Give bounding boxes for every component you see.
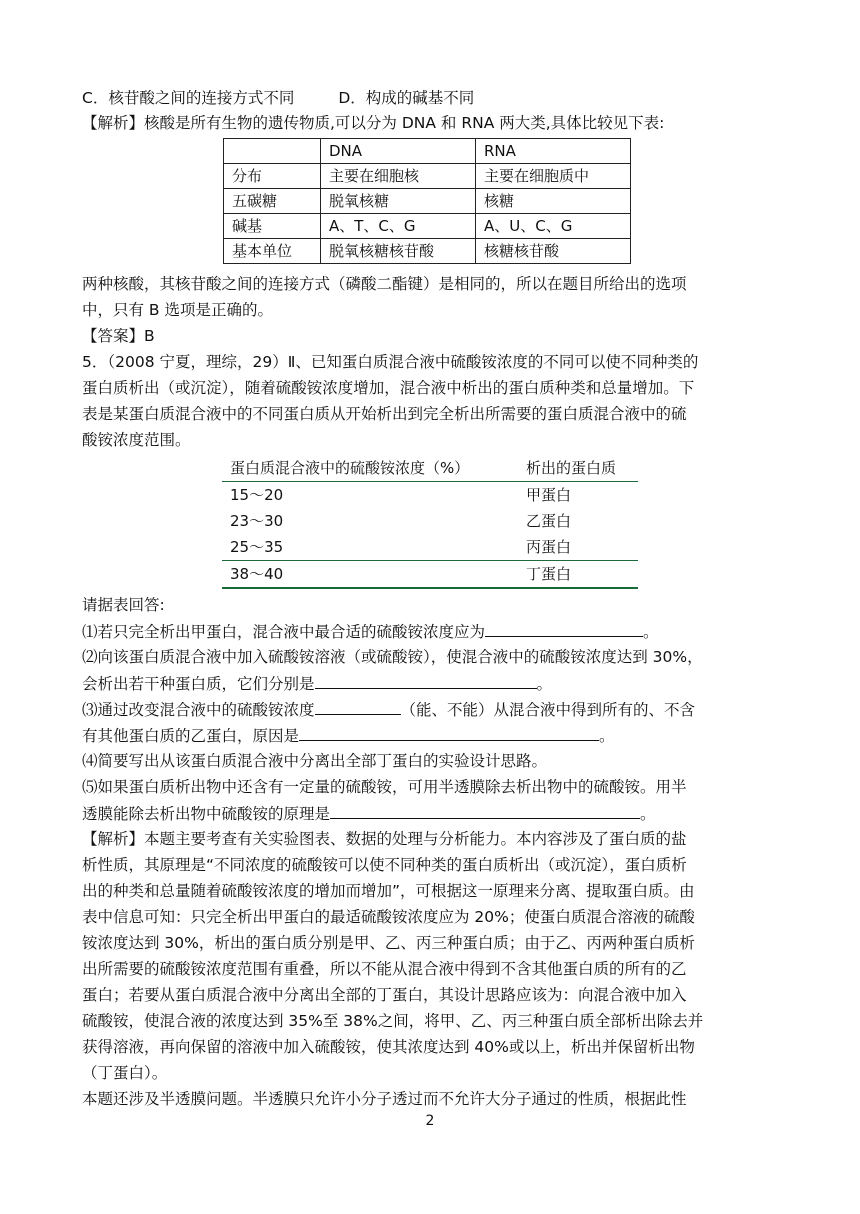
table-cell: 五碳糖 <box>224 189 321 214</box>
table-cell: 脱氧核糖核苷酸 <box>321 239 476 264</box>
analysis-2-line: 出的种类和总量随着硫酸铵浓度的增加而增加”，可根据这一原理来分离、提取蛋白质。由 <box>82 882 695 900</box>
paragraph-line: 两种核酸，其核苷酸之间的连接方式（磷酸二酯键）是相同的，所以在题目所给出的选项 <box>82 275 687 293</box>
sub-question-1-text: ⑴若只完全析出甲蛋白，混合液中最合适的硫酸铵浓度应为 <box>82 623 486 641</box>
table-cell: 甲蛋白 <box>526 486 572 504</box>
analysis-2-line: 析性质，其原理是“不同浓度的硫酸铵可以使不同种类的蛋白质析出（或沉淀），蛋白质析 <box>82 856 687 874</box>
table-cell: A、T、C、G <box>321 214 476 239</box>
sub-question-5-text: 透膜能除去析出物中硫酸铵的原理是 <box>82 805 331 823</box>
table-header-cell: 析出的蛋白质 <box>518 455 638 482</box>
table-row <box>224 164 631 189</box>
table-row <box>222 508 638 534</box>
analysis-1: 【解析】核酸是所有生物的遗传物质,可以分为 DNA 和 RNA 两大类,具体比较见下表: <box>82 114 665 132</box>
analysis-2-line: 出所需要的硫酸铵浓度范围有重叠，所以不能从混合液中得到不含其他蛋白质的所有的乙 <box>82 960 687 978</box>
punctuation: 。 <box>599 727 615 745</box>
table-cell: 碱基 <box>224 214 321 239</box>
sub-question-3-cont <box>82 724 615 747</box>
option-d-text: D．构成的碱基不同 <box>338 89 475 107</box>
analysis-2-line: 蛋白；若要从蛋白质混合液中分离出全部的丁蛋白，其设计思路应该为：向混合液中加入 <box>82 986 687 1004</box>
ammonium-sulfate-table <box>222 455 638 589</box>
analysis-2-line: 【解析】本题主要考查有关实验图表、数据的处理与分析能力。本内容涉及了蛋白质的盐 <box>82 830 687 848</box>
table-cell: 脱氧核糖 <box>321 189 476 214</box>
punctuation: 。 <box>536 675 553 693</box>
table-cell: 分布 <box>224 164 321 189</box>
table-cell: 23～30 <box>230 512 284 530</box>
page-number: 2 <box>425 1113 435 1129</box>
answer-blank <box>299 724 599 741</box>
question-5-line: 酸铵浓度范围。 <box>82 431 191 449</box>
answer-blank <box>330 802 640 819</box>
table-header-row <box>222 455 638 482</box>
sub-question-5-cont <box>82 802 656 825</box>
table-cell: 主要在细胞核 <box>321 164 476 189</box>
option-c-text: C．核苷酸之间的连接方式不同 <box>82 89 295 107</box>
table-cell: 核糖核苷酸 <box>476 239 631 264</box>
answer-line: 【答案】B <box>82 327 155 345</box>
table-row <box>222 482 638 509</box>
nucleic-acid-table <box>223 138 631 264</box>
question-5-line: 表是某蛋白质混合液中的不同蛋白质从开始析出到完全析出所需要的蛋白质混合液中的硫 <box>82 405 687 423</box>
prompt-line: 请据表回答: <box>82 596 165 614</box>
sub-question-3-text: ⑶通过改变混合液中的硫酸铵浓度 <box>82 701 315 719</box>
table-cell: DNA <box>321 139 476 164</box>
punctuation: 。 <box>643 623 659 641</box>
sub-question-3-text: 有其他蛋白质的乙蛋白，原因是 <box>82 727 300 745</box>
table-cell: 核糖 <box>476 189 631 214</box>
analysis-2-line: 获得溶液，再向保留的溶液中加入硫酸铵，使其浓度达到 40%或以上，析出并保留析出物 <box>82 1038 695 1056</box>
table-cell: 乙蛋白 <box>526 512 572 530</box>
table-cell <box>224 139 321 164</box>
table-row <box>224 189 631 214</box>
sub-question-4: ⑷简要写出从该蛋白质混合液中分离出全部丁蛋白的实验设计思路。 <box>82 752 548 770</box>
sub-question-3-text: （能、不能）从混合液中得到所有的、不含 <box>400 701 696 719</box>
table-cell: 丁蛋白 <box>518 561 638 589</box>
analysis-2-line: （丁蛋白）。 <box>82 1064 168 1082</box>
table-row <box>222 534 638 561</box>
question-5-line: 5．（2008 宁夏，理综，29）Ⅱ、已知蛋白质混合液中硫酸铵浓度的不同可以使不同种类的 <box>82 353 699 371</box>
table-row <box>224 239 631 264</box>
option-c <box>82 87 474 109</box>
punctuation: 。 <box>640 805 656 823</box>
sub-question-5: ⑸如果蛋白质析出物中还含有一定量的硫酸铵，可用半透膜除去析出物中的硫酸铵。用半 <box>82 778 687 796</box>
table-row <box>224 214 631 239</box>
analysis-2-line: 硫酸铵，使混合液的浓度达到 35%至 38%之间，将甲、乙、丙三种蛋白质全部析出除去并 <box>82 1012 704 1030</box>
analysis-2-line: 铵浓度达到 30%，析出的蛋白质分别是甲、乙、丙三种蛋白质；由于乙、丙两种蛋白质析 <box>82 934 695 952</box>
table-cell: 主要在细胞质中 <box>476 164 631 189</box>
table-cell: A、U、C、G <box>476 214 631 239</box>
table-cell: 基本单位 <box>224 239 321 264</box>
sub-question-1 <box>82 620 659 643</box>
paragraph-line: 中，只有 B 选项是正确的。 <box>82 301 273 319</box>
table-cell: 15～20 <box>230 486 284 504</box>
table-row <box>222 561 638 589</box>
table-cell: 丙蛋白 <box>526 538 572 556</box>
sub-question-2: ⑵向该蛋白质混合液中加入硫酸铵溶液（或硫酸铵），使混合液中的硫酸铵浓度达到 30%， <box>82 648 703 666</box>
paragraph-line: 本题还涉及半透膜问题。半透膜只允许小分子透过而不允许大分子通过的性质，根据此性 <box>82 1090 687 1108</box>
table-cell: 38～40 <box>222 561 518 589</box>
answer-blank <box>315 672 537 689</box>
analysis-2-line: 表中信息可知：只完全析出甲蛋白的最适硫酸铵浓度应为 20%；使蛋白质混合溶液的硫酸 <box>82 908 695 926</box>
sub-question-3 <box>82 698 695 721</box>
answer-blank <box>485 620 643 637</box>
table-header-cell: 蛋白质混合液中的硫酸铵浓度（%） <box>222 455 518 482</box>
sub-question-2-text: 会析出若干种蛋白质，它们分别是 <box>82 675 315 693</box>
table-cell: 25～35 <box>230 538 284 556</box>
table-row <box>224 139 631 164</box>
question-5-line: 蛋白质析出（或沉淀），随着硫酸铵浓度增加，混合液中析出的蛋白质种类和总量增加。下 <box>82 379 695 397</box>
answer-blank <box>315 698 401 715</box>
sub-question-2-cont <box>82 672 552 695</box>
table-cell: RNA <box>476 139 631 164</box>
